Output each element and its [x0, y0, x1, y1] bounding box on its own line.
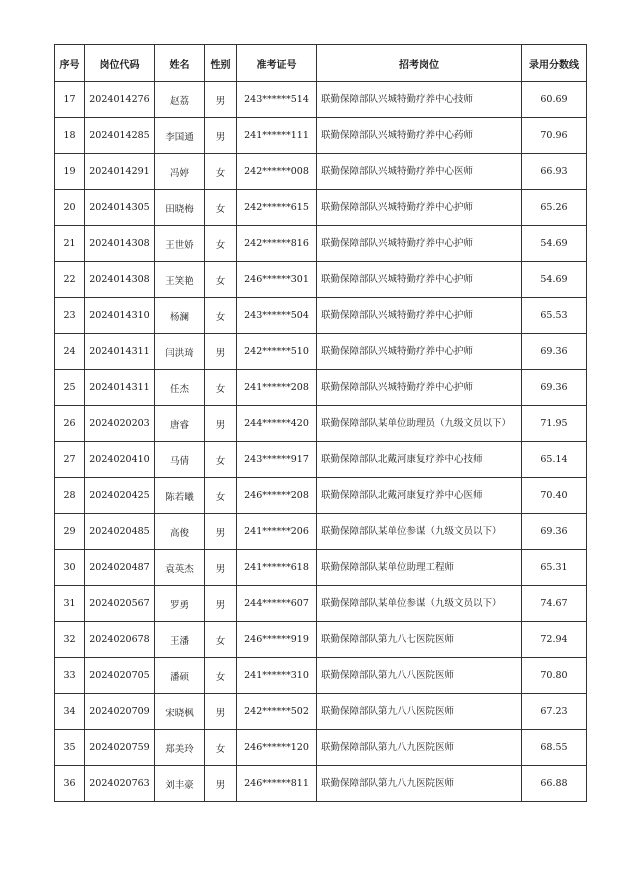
- cell-seq: 24: [55, 334, 85, 370]
- cell-position: 联勤保障部队某单位助理工程师: [317, 550, 522, 586]
- cell-ticket: 243******514: [237, 82, 317, 118]
- table-row: [55, 622, 587, 658]
- cell-ticket: 242******008: [237, 154, 317, 190]
- cell-name: 李国通: [155, 118, 205, 154]
- cell-gender: 女: [205, 442, 237, 478]
- cell-seq: 30: [55, 550, 85, 586]
- cell-seq: 22: [55, 262, 85, 298]
- table-row: [55, 406, 587, 442]
- cell-post-code: 2024020709: [85, 694, 155, 730]
- table-row: [55, 514, 587, 550]
- cell-gender: 女: [205, 262, 237, 298]
- cell-gender: 女: [205, 370, 237, 406]
- cell-name: 袁英杰: [155, 550, 205, 586]
- admission-table: [54, 44, 587, 802]
- cell-name: 闫洪琦: [155, 334, 205, 370]
- cell-position: 联勤保障部队第九八九医院医师: [317, 730, 522, 766]
- cell-name: 马倩: [155, 442, 205, 478]
- cell-name: 陈若曦: [155, 478, 205, 514]
- table-row: [55, 442, 587, 478]
- cell-position: 联勤保障部队北戴河康复疗养中心医师: [317, 478, 522, 514]
- cell-position: 联勤保障部队第九八八医院医师: [317, 658, 522, 694]
- cell-score: 65.53: [522, 298, 587, 334]
- cell-post-code: 2024014311: [85, 370, 155, 406]
- cell-seq: 20: [55, 190, 85, 226]
- cell-seq: 34: [55, 694, 85, 730]
- cell-position: 联勤保障部队第九八九医院医师: [317, 766, 522, 802]
- cell-seq: 27: [55, 442, 85, 478]
- cell-score: 65.31: [522, 550, 587, 586]
- cell-ticket: 246******811: [237, 766, 317, 802]
- table-row: [55, 730, 587, 766]
- cell-score: 65.26: [522, 190, 587, 226]
- cell-ticket: 242******510: [237, 334, 317, 370]
- cell-seq: 19: [55, 154, 85, 190]
- cell-post-code: 2024014308: [85, 262, 155, 298]
- cell-position: 联勤保障部队兴城特勤疗养中心护师: [317, 226, 522, 262]
- header-gender: 性别: [205, 45, 237, 82]
- cell-score: 70.40: [522, 478, 587, 514]
- cell-name: 宋晓枫: [155, 694, 205, 730]
- header-name: 姓名: [155, 45, 205, 82]
- header-row: [55, 45, 587, 82]
- cell-seq: 36: [55, 766, 85, 802]
- cell-seq: 28: [55, 478, 85, 514]
- cell-ticket: 246******301: [237, 262, 317, 298]
- cell-position: 联勤保障部队兴城特勤疗养中心技师: [317, 82, 522, 118]
- cell-score: 69.36: [522, 370, 587, 406]
- cell-ticket: 243******504: [237, 298, 317, 334]
- table-row: [55, 478, 587, 514]
- cell-seq: 32: [55, 622, 85, 658]
- cell-name: 赵荔: [155, 82, 205, 118]
- table-row: [55, 262, 587, 298]
- cell-seq: 17: [55, 82, 85, 118]
- cell-position: 联勤保障部队北戴河康复疗养中心技师: [317, 442, 522, 478]
- cell-seq: 21: [55, 226, 85, 262]
- cell-position: 联勤保障部队兴城特勤疗养中心护师: [317, 370, 522, 406]
- table-row: [55, 334, 587, 370]
- cell-post-code: 2024020410: [85, 442, 155, 478]
- table-row: [55, 694, 587, 730]
- cell-score: 67.23: [522, 694, 587, 730]
- cell-score: 65.14: [522, 442, 587, 478]
- cell-score: 66.88: [522, 766, 587, 802]
- cell-post-code: 2024020487: [85, 550, 155, 586]
- cell-gender: 女: [205, 478, 237, 514]
- cell-name: 潘硕: [155, 658, 205, 694]
- cell-gender: 男: [205, 334, 237, 370]
- cell-position: 联勤保障部队兴城特勤疗养中心药师: [317, 118, 522, 154]
- cell-score: 70.96: [522, 118, 587, 154]
- cell-gender: 女: [205, 190, 237, 226]
- cell-score: 70.80: [522, 658, 587, 694]
- cell-name: 冯婷: [155, 154, 205, 190]
- cell-gender: 男: [205, 406, 237, 442]
- cell-post-code: 2024014285: [85, 118, 155, 154]
- cell-name: 田晓梅: [155, 190, 205, 226]
- table-row: [55, 190, 587, 226]
- header-score: 录用分数线: [522, 45, 587, 82]
- cell-post-code: 2024020759: [85, 730, 155, 766]
- cell-name: 任杰: [155, 370, 205, 406]
- cell-seq: 33: [55, 658, 85, 694]
- cell-name: 高俊: [155, 514, 205, 550]
- cell-gender: 女: [205, 730, 237, 766]
- cell-post-code: 2024014305: [85, 190, 155, 226]
- cell-post-code: 2024020567: [85, 586, 155, 622]
- cell-position: 联勤保障部队第九八八医院医师: [317, 694, 522, 730]
- cell-score: 60.69: [522, 82, 587, 118]
- cell-position: 联勤保障部队兴城特勤疗养中心护师: [317, 298, 522, 334]
- table-row: [55, 586, 587, 622]
- cell-gender: 男: [205, 694, 237, 730]
- cell-gender: 男: [205, 118, 237, 154]
- cell-post-code: 2024020705: [85, 658, 155, 694]
- cell-ticket: 246******120: [237, 730, 317, 766]
- cell-name: 郑美玲: [155, 730, 205, 766]
- table-row: [55, 370, 587, 406]
- cell-seq: 18: [55, 118, 85, 154]
- cell-gender: 男: [205, 514, 237, 550]
- cell-ticket: 244******420: [237, 406, 317, 442]
- cell-post-code: 2024014276: [85, 82, 155, 118]
- cell-score: 66.93: [522, 154, 587, 190]
- table-row: [55, 298, 587, 334]
- table-row: [55, 154, 587, 190]
- cell-name: 罗勇: [155, 586, 205, 622]
- cell-post-code: 2024014311: [85, 334, 155, 370]
- header-position: 招考岗位: [317, 45, 522, 82]
- cell-ticket: 243******917: [237, 442, 317, 478]
- cell-seq: 25: [55, 370, 85, 406]
- cell-position: 联勤保障部队兴城特勤疗养中心护师: [317, 334, 522, 370]
- cell-gender: 女: [205, 298, 237, 334]
- cell-ticket: 241******310: [237, 658, 317, 694]
- cell-name: 王潘: [155, 622, 205, 658]
- cell-ticket: 241******208: [237, 370, 317, 406]
- cell-post-code: 2024014308: [85, 226, 155, 262]
- table-row: [55, 658, 587, 694]
- cell-post-code: 2024020763: [85, 766, 155, 802]
- cell-name: 王世娇: [155, 226, 205, 262]
- cell-post-code: 2024020678: [85, 622, 155, 658]
- cell-gender: 男: [205, 82, 237, 118]
- cell-name: 唐睿: [155, 406, 205, 442]
- cell-gender: 女: [205, 226, 237, 262]
- cell-name: 杨澜: [155, 298, 205, 334]
- cell-gender: 女: [205, 622, 237, 658]
- table-row: [55, 766, 587, 802]
- cell-post-code: 2024020425: [85, 478, 155, 514]
- cell-position: 联勤保障部队第九八七医院医师: [317, 622, 522, 658]
- cell-position: 联勤保障部队兴城特勤疗养中心医师: [317, 154, 522, 190]
- cell-seq: 35: [55, 730, 85, 766]
- cell-score: 74.67: [522, 586, 587, 622]
- cell-position: 联勤保障部队兴城特勤疗养中心护师: [317, 190, 522, 226]
- cell-ticket: 242******502: [237, 694, 317, 730]
- cell-ticket: 246******919: [237, 622, 317, 658]
- cell-post-code: 2024020485: [85, 514, 155, 550]
- cell-ticket: 244******607: [237, 586, 317, 622]
- cell-position: 联勤保障部队某单位助理员（九级文员以下）: [317, 406, 522, 442]
- cell-gender: 女: [205, 154, 237, 190]
- cell-seq: 29: [55, 514, 85, 550]
- table-row: [55, 82, 587, 118]
- table-row: [55, 118, 587, 154]
- table-row: [55, 550, 587, 586]
- cell-score: 72.94: [522, 622, 587, 658]
- cell-score: 54.69: [522, 226, 587, 262]
- cell-gender: 男: [205, 586, 237, 622]
- cell-score: 68.55: [522, 730, 587, 766]
- cell-gender: 男: [205, 550, 237, 586]
- cell-gender: 男: [205, 766, 237, 802]
- cell-score: 69.36: [522, 334, 587, 370]
- cell-gender: 女: [205, 658, 237, 694]
- cell-position: 联勤保障部队某单位参谋（九级文员以下）: [317, 514, 522, 550]
- cell-seq: 26: [55, 406, 85, 442]
- cell-ticket: 241******206: [237, 514, 317, 550]
- cell-post-code: 2024020203: [85, 406, 155, 442]
- cell-seq: 31: [55, 586, 85, 622]
- cell-position: 联勤保障部队某单位参谋（九级文员以下）: [317, 586, 522, 622]
- cell-ticket: 242******816: [237, 226, 317, 262]
- header-ticket: 准考证号: [237, 45, 317, 82]
- cell-position: 联勤保障部队兴城特勤疗养中心护师: [317, 262, 522, 298]
- cell-post-code: 2024014291: [85, 154, 155, 190]
- cell-ticket: 241******618: [237, 550, 317, 586]
- table-row: [55, 226, 587, 262]
- header-post-code: 岗位代码: [85, 45, 155, 82]
- cell-post-code: 2024014310: [85, 298, 155, 334]
- cell-name: 刘丰豪: [155, 766, 205, 802]
- cell-score: 71.95: [522, 406, 587, 442]
- cell-ticket: 242******615: [237, 190, 317, 226]
- cell-score: 54.69: [522, 262, 587, 298]
- cell-ticket: 246******208: [237, 478, 317, 514]
- cell-seq: 23: [55, 298, 85, 334]
- header-seq: 序号: [55, 45, 85, 82]
- cell-score: 69.36: [522, 514, 587, 550]
- cell-name: 王笑艳: [155, 262, 205, 298]
- cell-ticket: 241******111: [237, 118, 317, 154]
